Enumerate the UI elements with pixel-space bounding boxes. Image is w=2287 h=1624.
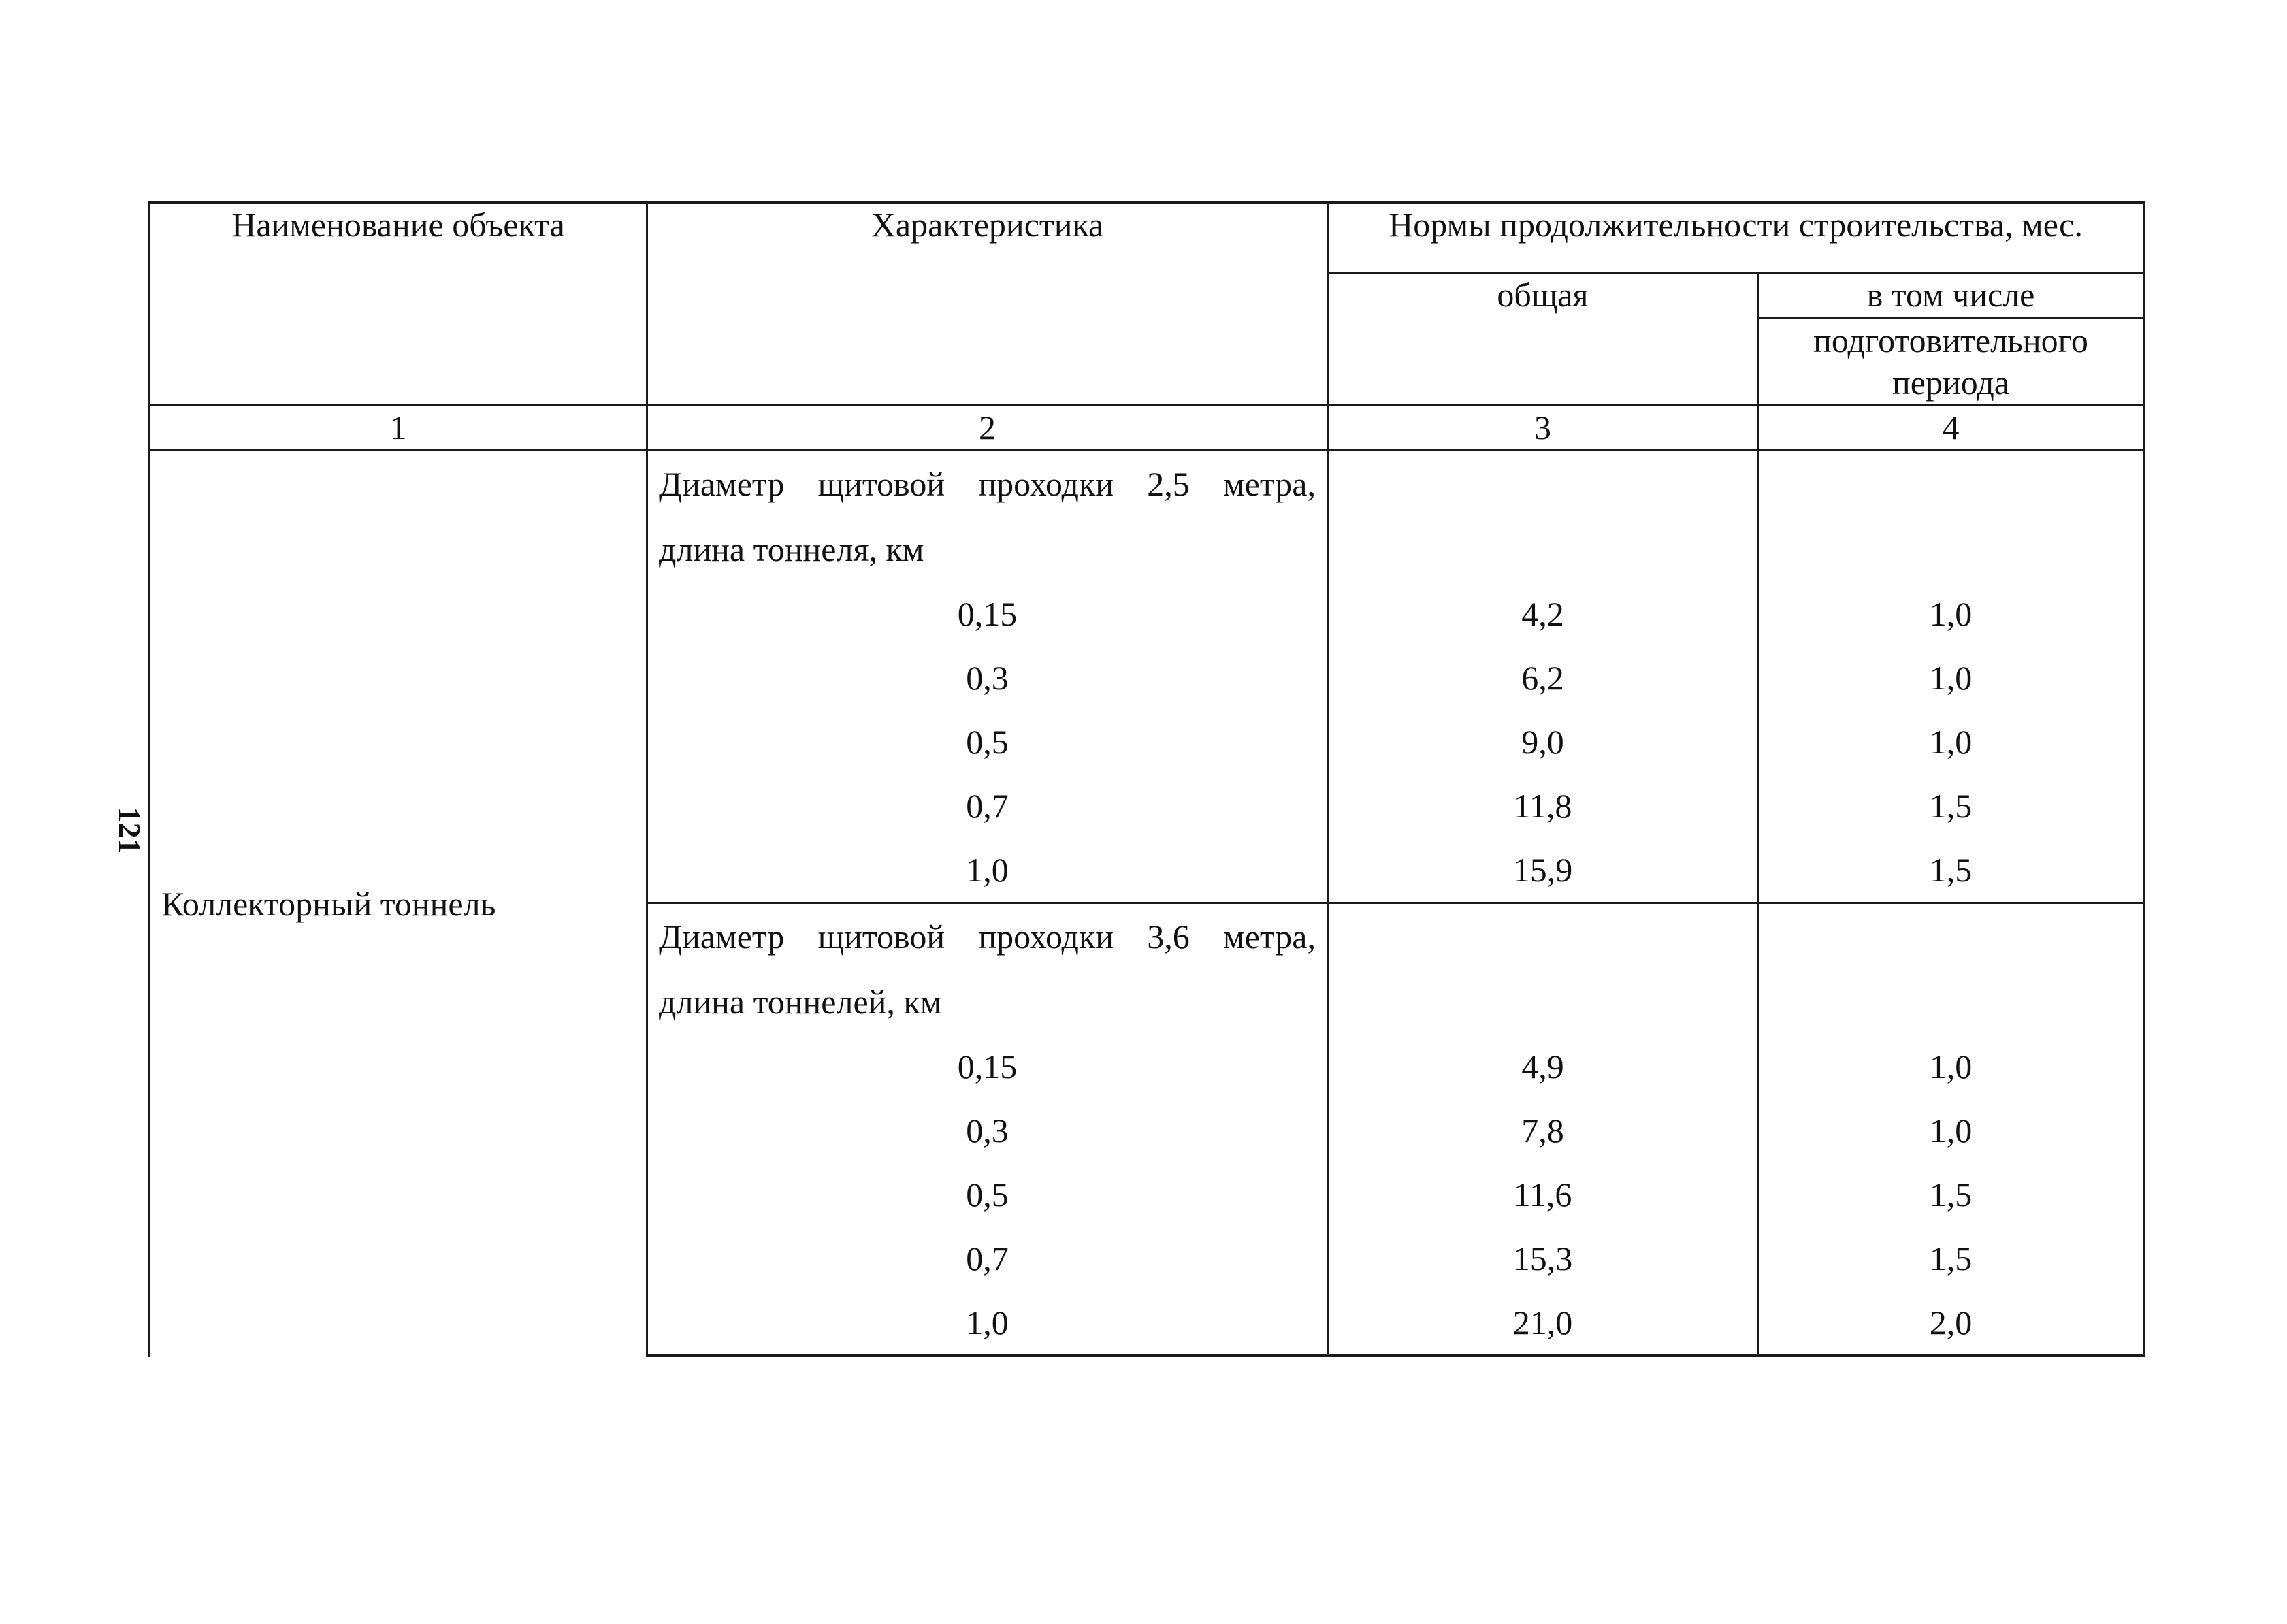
object-name: Коллекторный тоннель (150, 451, 647, 1357)
prep-duration: 1,0 (1758, 582, 2144, 646)
header-prep-period: подготовительного периода (1758, 319, 2144, 405)
total-duration: 9,0 (1328, 710, 1758, 774)
column-number: 2 (647, 405, 1328, 451)
header-including: в том числе (1758, 273, 2144, 319)
tunnel-length: 0,3 (647, 646, 1328, 710)
tunnel-length: 1,0 (647, 1290, 1328, 1356)
spacer (647, 1356, 1328, 1357)
group-description-line2: длина тоннеля, км (647, 517, 1328, 582)
column-number: 3 (1328, 405, 1758, 451)
total-duration: 15,3 (1328, 1227, 1758, 1290)
group-description-line2: длина тоннелей, км (647, 969, 1328, 1035)
tunnel-length: 0,7 (647, 1227, 1328, 1290)
prep-duration: 1,5 (1758, 1227, 2144, 1290)
empty-cell (1758, 903, 2144, 970)
total-duration: 21,0 (1328, 1290, 1758, 1356)
header-total: общая (1328, 273, 1758, 405)
prep-duration: 1,5 (1758, 774, 2144, 838)
empty-cell (1758, 517, 2144, 582)
header-object-name: Наименование объекта (150, 203, 647, 405)
prep-duration: 1,0 (1758, 1035, 2144, 1099)
total-duration: 4,2 (1328, 582, 1758, 646)
column-number: 4 (1758, 405, 2144, 451)
prep-duration: 1,5 (1758, 838, 2144, 903)
column-number: 1 (150, 405, 647, 451)
empty-cell (1328, 517, 1758, 582)
tunnel-length: 0,15 (647, 582, 1328, 646)
total-duration: 11,6 (1328, 1163, 1758, 1227)
empty-cell (1328, 451, 1758, 517)
tunnel-length: 0,5 (647, 1163, 1328, 1227)
construction-duration-table (148, 201, 2145, 1357)
tunnel-length: 0,7 (647, 774, 1328, 838)
tunnel-length: 1,0 (647, 838, 1328, 903)
prep-duration: 2,0 (1758, 1290, 2144, 1356)
header-duration-norms: Нормы продолжительности строительства, мес. (1328, 203, 2144, 273)
tunnel-length: 0,15 (647, 1035, 1328, 1099)
group-description-line1: Диаметр щитовой проходки 3,6 метра, (647, 903, 1328, 970)
empty-cell (1328, 969, 1758, 1035)
total-duration: 6,2 (1328, 646, 1758, 710)
tunnel-length: 0,5 (647, 710, 1328, 774)
total-duration: 15,9 (1328, 838, 1758, 903)
prep-duration: 1,0 (1758, 1099, 2144, 1163)
page-number: 121 (112, 807, 147, 854)
prep-duration: 1,5 (1758, 1163, 2144, 1227)
empty-cell (1758, 451, 2144, 517)
empty-cell (1328, 903, 1758, 970)
total-duration: 7,8 (1328, 1099, 1758, 1163)
group-description-line1: Диаметр щитовой проходки 2,5 метра, (647, 451, 1328, 517)
prep-duration: 1,0 (1758, 646, 2144, 710)
prep-duration: 1,0 (1758, 710, 2144, 774)
total-duration: 4,9 (1328, 1035, 1758, 1099)
empty-cell (1758, 969, 2144, 1035)
total-duration: 11,8 (1328, 774, 1758, 838)
header-characteristic: Характеристика (647, 203, 1328, 405)
tunnel-length: 0,3 (647, 1099, 1328, 1163)
